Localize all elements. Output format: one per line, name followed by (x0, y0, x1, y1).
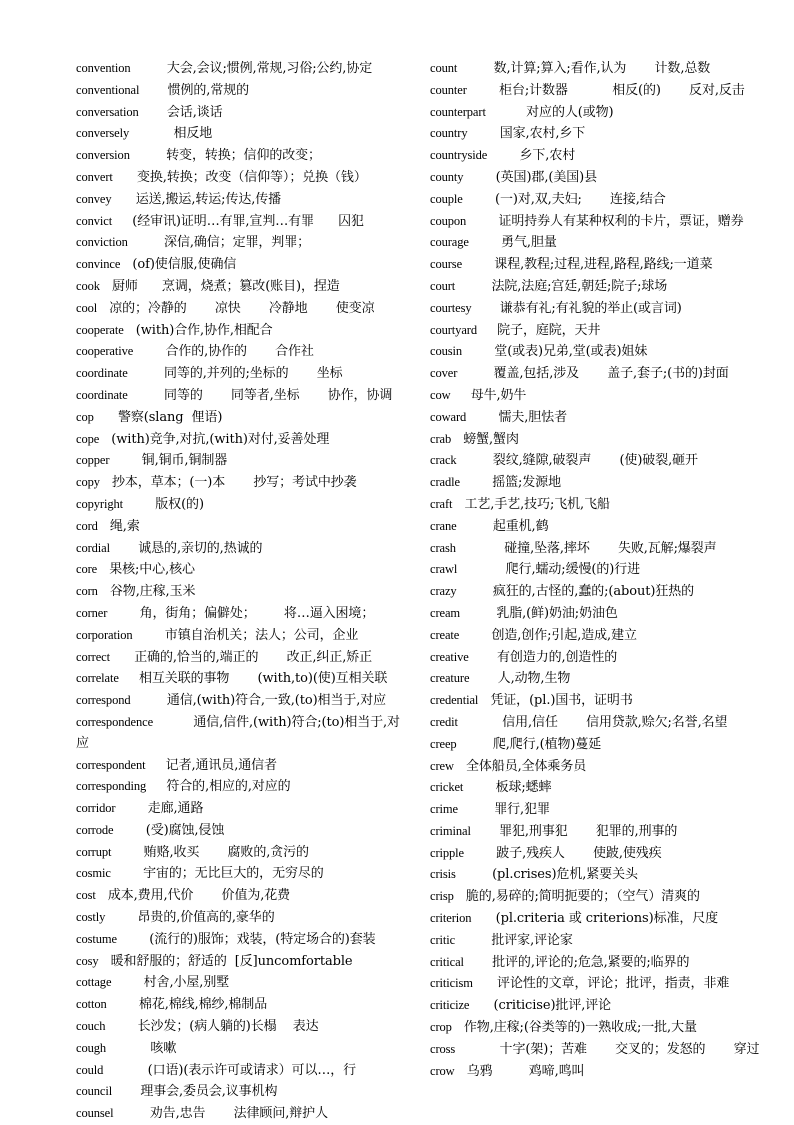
vocab-definition: 裂纹,缝隙,破裂声 (使)破裂,砸开 (456, 453, 698, 469)
vocab-entry (430, 167, 762, 189)
vocab-entry (76, 145, 408, 167)
vocab-entry (430, 472, 762, 494)
vocab-entry (430, 603, 762, 625)
vocab-word: crab (430, 431, 452, 446)
vocab-word: cord (76, 518, 98, 533)
vocab-word: corresponding (76, 779, 147, 794)
vocab-entry (76, 951, 408, 973)
vocab-word: criterion (430, 911, 472, 926)
vocab-entry (430, 363, 762, 385)
vocab-entry (76, 254, 408, 276)
vocab-word: countryside (430, 148, 488, 163)
vocab-definition: 市镇自治机关；法人；公司，企业 (132, 627, 359, 643)
vocab-entry (76, 668, 408, 690)
vocab-entry (430, 320, 762, 342)
vocab-definition: 摇篮;发源地 (459, 475, 561, 491)
vocab-definition: 劝告,忠告 法律顾问,辩护人 (113, 1106, 328, 1122)
vocab-word: couple (430, 191, 463, 206)
vocab-definition: 罪行,犯罪 (457, 802, 550, 818)
vocab-word: crow (430, 1063, 455, 1078)
vocab-definition: 螃蟹,蟹肉 (451, 431, 519, 447)
vocab-entry (76, 385, 408, 407)
vocab-word: cradle (430, 475, 460, 490)
vocab-definition: 乳脂,(鲜)奶油;奶油色 (460, 605, 618, 621)
vocab-word: crop (430, 1020, 452, 1035)
vocab-definition: 绳,索 (97, 518, 140, 534)
vocab-definition: 版权(的) (123, 496, 204, 512)
vocab-definition: 人,动物,生物 (469, 671, 571, 687)
vocab-definition: 对应的人(或物) (485, 104, 614, 120)
vocab-definition: 法院,法庭;宫廷,朝廷;院子;球场 (455, 278, 668, 294)
vocab-definition: 课程,教程;过程,进程,路程,路线;一道菜 (462, 257, 713, 273)
vocab-word: credential (430, 693, 479, 708)
vocab-entry (430, 232, 762, 254)
vocab-definition: 抄本，草本；(一)本 抄写；考试中抄袭 (99, 475, 357, 491)
vocab-definition: 凉的；冷静的 凉快 冷静地 使变凉 (97, 300, 375, 316)
vocab-entry (76, 276, 408, 298)
vocab-entry (76, 712, 408, 755)
vocab-word: cough (76, 1040, 107, 1055)
vocab-definition: 相反地 (129, 126, 213, 142)
vocab-word: corner (76, 605, 108, 620)
vocab-entry (430, 581, 762, 603)
vocab-definition: 走廊,通路 (115, 801, 204, 817)
vocab-definition: 板球;蟋蟀 (463, 780, 552, 796)
vocab-word: cottage (76, 975, 112, 990)
vocab-entry (76, 647, 408, 669)
vocab-word: cooperate (76, 322, 124, 337)
vocab-definition: 暖和舒服的；舒适的 [反]uncomfortable (98, 953, 353, 969)
vocab-definition: 果核;中心,核心 (97, 562, 195, 578)
vocab-entry (76, 232, 408, 254)
vocab-word: crane (430, 518, 457, 533)
vocab-word: correspondence (76, 714, 154, 729)
vocab-word: copy (76, 475, 100, 490)
vocab-definition: 深信,确信；定罪，判罪； (127, 235, 310, 251)
vocab-definition: 同等的,并列的;坐标的 坐标 (127, 366, 343, 382)
vocab-word: correspond (76, 693, 131, 708)
vocab-entry (430, 1017, 762, 1039)
vocab-entry (76, 189, 408, 211)
vocab-entry (430, 712, 762, 734)
vocab-entry (430, 80, 762, 102)
vocab-word: crisis (430, 867, 456, 882)
vocab-definition: 角，街角；偏僻处； 将…逼入困境； (107, 605, 375, 621)
vocab-definition: 懦夫,胆怯者 (466, 409, 567, 425)
vocab-definition: (with)竞争,对抗,(with)对付,妥善处理 (99, 431, 330, 447)
vocab-entry (430, 647, 762, 669)
vocab-definition: 警察(slang 俚语) (93, 409, 223, 425)
vocab-definition: 运送,搬运,转运;传达,传播 (111, 191, 282, 207)
vocab-definition: (criticise)批评,评论 (469, 998, 612, 1014)
vocab-entry (430, 123, 762, 145)
vocab-word: cosmic (76, 866, 111, 881)
vocab-entry (430, 821, 762, 843)
vocab-word: copper (76, 453, 110, 468)
vocab-word: cross (430, 1041, 456, 1056)
vocab-word: course (430, 257, 463, 272)
vocab-definition: 棉花,棉线,棉纱,棉制品 (106, 997, 268, 1013)
vocab-entry (430, 145, 762, 167)
vocab-word: couch (76, 1019, 106, 1034)
vocab-entry (430, 973, 762, 995)
vocab-entry (430, 1061, 762, 1083)
vocab-word: cook (76, 278, 100, 293)
vocab-word: counsel (76, 1106, 114, 1121)
vocab-definition: 通信,(with)符合,一致,(to)相当于,对应 (130, 693, 387, 709)
right-column (430, 58, 762, 1082)
vocab-entry (76, 776, 408, 798)
vocab-word: crazy (430, 584, 457, 599)
vocab-definition: 谦恭有礼;有礼貌的举止(或言词) (471, 300, 682, 316)
vocab-entry (430, 494, 762, 516)
vocab-entry (430, 625, 762, 647)
vocab-definition: 乡下,农村 (487, 148, 576, 164)
vocab-entry (430, 538, 762, 560)
vocab-definition: 相互关联的事物 (with,to)(使)互相关联 (118, 671, 388, 687)
vocab-entry (76, 58, 408, 80)
vocab-definition: 国家,农村,乡下 (467, 126, 586, 142)
vocab-definition: 合作的,协作的 合作社 (133, 344, 314, 360)
vocab-definition: 脆的,易碎的;简明扼要的；（空气）清爽的 (453, 889, 700, 905)
vocab-entry (76, 907, 408, 929)
vocab-entry (76, 516, 408, 538)
vocab-entry (430, 799, 762, 821)
vocab-definition: (of)使信服,使确信 (120, 257, 237, 273)
vocab-definition: 诚恳的,亲切的,热诚的 (110, 540, 263, 556)
vocab-definition: 厨师 烹调，烧煮；篡改(账目)，捏造 (99, 278, 340, 294)
vocab-word: crime (430, 802, 458, 817)
vocab-entry (430, 516, 762, 538)
vocab-entry (430, 690, 762, 712)
vocab-definition: 长沙发；(病人躺的)长榻 表达 (105, 1019, 319, 1035)
vocab-word: costume (76, 931, 117, 946)
vocab-definition: 爬行,蠕动;缓慢(的)行进 (457, 562, 641, 578)
vocab-entry (76, 1038, 408, 1060)
vocab-definition: 批评家,评论家 (455, 932, 573, 948)
vocab-entry (430, 886, 762, 908)
vocab-word: crawl (430, 562, 458, 577)
vocab-word: cricket (430, 780, 464, 795)
vocab-entry (430, 385, 762, 407)
vocab-entry (76, 690, 408, 712)
left-column (76, 58, 408, 1125)
vocab-definition: 会话,谈话 (138, 104, 223, 120)
vocab-definition: (一)对,双,夫妇; 连接,结合 (462, 191, 666, 207)
vocab-entry (430, 777, 762, 799)
vocab-definition: 同等的 同等者,坐标 协作，协调 (127, 387, 393, 403)
vocab-definition: 堂(或表)兄弟,堂(或表)姐妹 (462, 344, 648, 360)
vocab-word: courtyard (430, 322, 477, 337)
vocab-definition: 批评的,评论的;危急,紧要的;临界的 (463, 954, 690, 970)
vocab-word: counterpart (430, 104, 486, 119)
vocab-definition: (受)腐蚀,侵蚀 (113, 822, 225, 838)
vocab-word: criminal (430, 823, 471, 838)
vocab-word: copyright (76, 496, 124, 511)
vocab-word: could (76, 1062, 104, 1077)
vocab-word: crack (430, 453, 457, 468)
vocab-entry (76, 885, 408, 907)
vocab-entry (76, 429, 408, 451)
vocab-entry (430, 102, 762, 124)
vocab-definition: 变换,转换；改变（信仰等）；兑换（钱） (112, 169, 367, 185)
vocab-entry (430, 734, 762, 756)
vocab-entry (76, 994, 408, 1016)
vocab-entry (76, 298, 408, 320)
vocab-definition: 昂贵的,价值高的,豪华的 (105, 910, 275, 926)
vocab-word: cordial (76, 540, 111, 555)
vocab-entry (430, 930, 762, 952)
vocab-entry (76, 929, 408, 951)
vocab-word: costly (76, 910, 106, 925)
vocab-word: courage (430, 235, 469, 250)
vocab-entry (430, 864, 762, 886)
vocab-entry (76, 1081, 408, 1103)
vocab-definition: 十字(架)；苦难 交叉的；发怒的 穿过 (455, 1041, 760, 1057)
vocab-word: cow (430, 387, 451, 402)
vocab-word: corrode (76, 822, 114, 837)
vocab-word: crisp (430, 889, 454, 904)
vocab-word: creep (430, 736, 457, 751)
vocab-definition: 碰撞,坠落,摔坏 失败,瓦解;爆裂声 (455, 540, 717, 556)
vocab-entry (76, 559, 408, 581)
vocab-word: creative (430, 649, 469, 664)
vocab-entry (430, 254, 762, 276)
vocab-definition: (pl.crises)危机,紧要关头 (455, 867, 638, 883)
vocab-word: convention (76, 61, 131, 75)
vocab-word: conventional (76, 82, 140, 97)
vocab-definition: 咳嗽 (106, 1040, 177, 1056)
vocab-entry (76, 320, 408, 342)
vocab-definition: 起重机,鹤 (456, 518, 549, 534)
vocab-word: creature (430, 671, 470, 686)
vocab-definition: 母牛,奶牛 (450, 387, 527, 403)
vocab-entry (76, 1016, 408, 1038)
vocab-word: correct (76, 649, 110, 664)
vocab-definition: (口语)(表示许可或请求）可以…，行 (103, 1062, 357, 1078)
vocab-definition: (pl.criteria 或 criterions)标准，尺度 (471, 911, 719, 927)
vocab-definition: 信用,信任 信用贷款,赊欠;名誉,名望 (457, 714, 728, 730)
vocab-entry (430, 211, 762, 233)
vocab-definition: (流行的)服饰；戏装，(特定场合的)套装 (116, 931, 376, 947)
vocab-definition: 院子，庭院，天井 (477, 322, 601, 338)
vocab-word: cool (76, 300, 98, 315)
vocab-entry (76, 211, 408, 233)
vocab-entry (76, 1103, 408, 1125)
vocab-word: cope (76, 431, 100, 446)
vocab-entry (76, 755, 408, 777)
vocab-word: country (430, 126, 468, 141)
vocab-word: county (430, 169, 464, 184)
vocab-definition: 理事会,委员会,议事机构 (112, 1084, 278, 1100)
vocab-entry (430, 756, 762, 778)
vocab-definition: 惯例的,常规的 (139, 82, 250, 98)
vocab-entry (76, 603, 408, 625)
vocab-entry (430, 1039, 762, 1061)
vocab-word: critical (430, 954, 464, 969)
vocab-entry (76, 167, 408, 189)
vocab-entry (430, 429, 762, 451)
vocab-definition: 铜,铜币,铜制器 (109, 453, 228, 469)
vocab-entry (76, 625, 408, 647)
vocab-word: conviction (76, 235, 128, 250)
vocab-word: coupon (430, 213, 467, 228)
vocab-word: convey (76, 191, 112, 206)
vocab-entry (430, 843, 762, 865)
vocab-definition: 凭证，(pl.)国书，证明书 (478, 693, 633, 709)
vocab-word: convict (76, 213, 113, 228)
vocab-definition: 疯狂的,古怪的,蠢的;(about)狂热的 (456, 584, 695, 600)
vocab-word: cream (430, 605, 461, 620)
vocab-entry (76, 450, 408, 472)
vocab-word: cop (76, 409, 94, 424)
vocab-entry (76, 102, 408, 124)
vocab-word: corrupt (76, 844, 112, 859)
vocab-entry (430, 341, 762, 363)
vocab-word: conversion (76, 148, 130, 163)
vocab-word: correspondent (76, 757, 146, 772)
vocab-entry (76, 123, 408, 145)
vocab-entry (76, 363, 408, 385)
vocab-entry (76, 798, 408, 820)
vocab-word: cotton (76, 997, 107, 1012)
vocab-word: conversely (76, 126, 130, 141)
vocab-definition: 勇气,胆量 (468, 235, 557, 251)
vocab-definition: 数,计算;算入;看作,认为 计数,总数 (457, 61, 711, 76)
vocab-entry (430, 668, 762, 690)
vocab-definition: 贿赂,收买 腐败的,贪污的 (111, 844, 309, 860)
vocab-definition: 符合的,相应的,对应的 (146, 779, 291, 795)
vocab-definition: (with)合作,协作,相配合 (123, 322, 273, 338)
vocab-word: cover (430, 366, 458, 381)
vocab-definition: 通信,信件,(with)符合;(to)相当于,对应 (76, 714, 400, 751)
vocab-entry (76, 538, 408, 560)
vocab-word: counter (430, 82, 467, 97)
vocab-entry (76, 863, 408, 885)
vocab-word: corridor (76, 801, 116, 816)
vocab-definition: 成本,费用,代价 价值为,花费 (95, 888, 291, 904)
vocab-word: core (76, 562, 98, 577)
vocab-definition: 爬,爬行,(植物)蔓延 (456, 736, 602, 752)
vocab-word: corporation (76, 627, 133, 642)
vocab-word: convince (76, 257, 121, 272)
vocab-entry (430, 276, 762, 298)
vocab-word: corn (76, 584, 98, 599)
vocab-definition: 转变，转换；信仰的改变； (129, 148, 321, 164)
vocab-entry (430, 559, 762, 581)
vocab-entry (430, 952, 762, 974)
vocab-word: count (430, 61, 458, 75)
vocab-definition: 罪犯,刑事犯 犯罪的,刑事的 (470, 823, 678, 839)
vocab-entry (76, 341, 408, 363)
vocab-definition: 有创造力的,创造性的 (468, 649, 618, 665)
vocab-entry (76, 842, 408, 864)
vocab-definition: 记者,通讯员,通信者 (145, 757, 277, 773)
vocab-entry (430, 298, 762, 320)
vocab-word: courtesy (430, 300, 472, 315)
vocab-word: cripple (430, 845, 465, 860)
vocab-definition: 跛子,残疾人 使跛,使残疾 (464, 845, 662, 861)
vocab-entry (430, 908, 762, 930)
vocab-definition: 村舍,小屋,别墅 (111, 975, 230, 991)
vocab-entry (76, 407, 408, 429)
vocab-entry (430, 450, 762, 472)
vocab-word: criticism (430, 976, 473, 991)
vocab-definition: 乌鸦 鸡啼,鸣叫 (454, 1063, 585, 1079)
vocab-entry (430, 189, 762, 211)
vocab-word: critic (430, 932, 456, 947)
vocab-word: criticize (430, 998, 470, 1013)
vocab-entry (430, 407, 762, 429)
vocab-definition: 覆盖,包括,涉及 盖子,套子;(书的)封面 (457, 366, 729, 382)
vocab-entry (430, 58, 762, 80)
vocab-word: crash (430, 540, 456, 555)
vocab-entry (76, 1060, 408, 1082)
vocab-word: credit (430, 714, 458, 729)
vocab-entry (76, 494, 408, 516)
vocab-definition: 工艺,手艺,技巧;飞机,飞船 (452, 496, 610, 512)
vocab-word: coward (430, 409, 467, 424)
vocab-definition: 正确的,恰当的,端正的 改正,纠正,矫正 (110, 649, 373, 665)
vocab-definition: 创造,创作;引起,造成,建立 (459, 627, 637, 643)
vocab-word: coordinate (76, 387, 128, 402)
vocab-word: council (76, 1084, 113, 1099)
vocab-entry (76, 472, 408, 494)
vocab-word: crew (430, 758, 454, 773)
vocab-word: craft (430, 496, 453, 511)
vocab-definition: 宇宙的；无比巨大的，无穷尽的 (110, 866, 324, 882)
vocab-word: conversation (76, 104, 139, 119)
vocab-entry (76, 972, 408, 994)
vocab-word: convert (76, 169, 113, 184)
vocab-word: court (430, 278, 456, 293)
vocab-entry (76, 80, 408, 102)
vocab-word: coordinate (76, 366, 128, 381)
vocab-word: cost (76, 888, 96, 903)
vocab-definition: 谷物,庄稼,玉米 (97, 584, 196, 600)
vocab-definition: 大会,会议;惯例,常规,习俗;公约,协定 (130, 61, 373, 76)
vocab-word: cooperative (76, 344, 134, 359)
vocab-definition: 证明持券人有某种权利的卡片，票证，赠券 (466, 213, 744, 229)
vocab-definition: 全体船员,全体乘务员 (453, 758, 587, 774)
vocab-definition: 柜台;计数器 相反(的) 反对,反击 (466, 82, 745, 98)
vocab-definition: (经审讯)证明…有罪,宣判…有罪 囚犯 (112, 213, 364, 229)
vocab-word: cousin (430, 344, 463, 359)
vocab-word: create (430, 627, 460, 642)
vocab-entry (76, 820, 408, 842)
vocab-definition: 作物,庄稼;(谷类等的)一熟收成;一批,大量 (451, 1020, 697, 1036)
vocab-word: cosy (76, 953, 99, 968)
vocab-entry (430, 995, 762, 1017)
vocab-entry (76, 581, 408, 603)
vocab-definition: (英国)郡,(美国)县 (463, 169, 598, 185)
vocab-definition: 评论性的文章，评论；批评，指责，非难 (472, 976, 730, 992)
vocab-word: correlate (76, 671, 119, 686)
